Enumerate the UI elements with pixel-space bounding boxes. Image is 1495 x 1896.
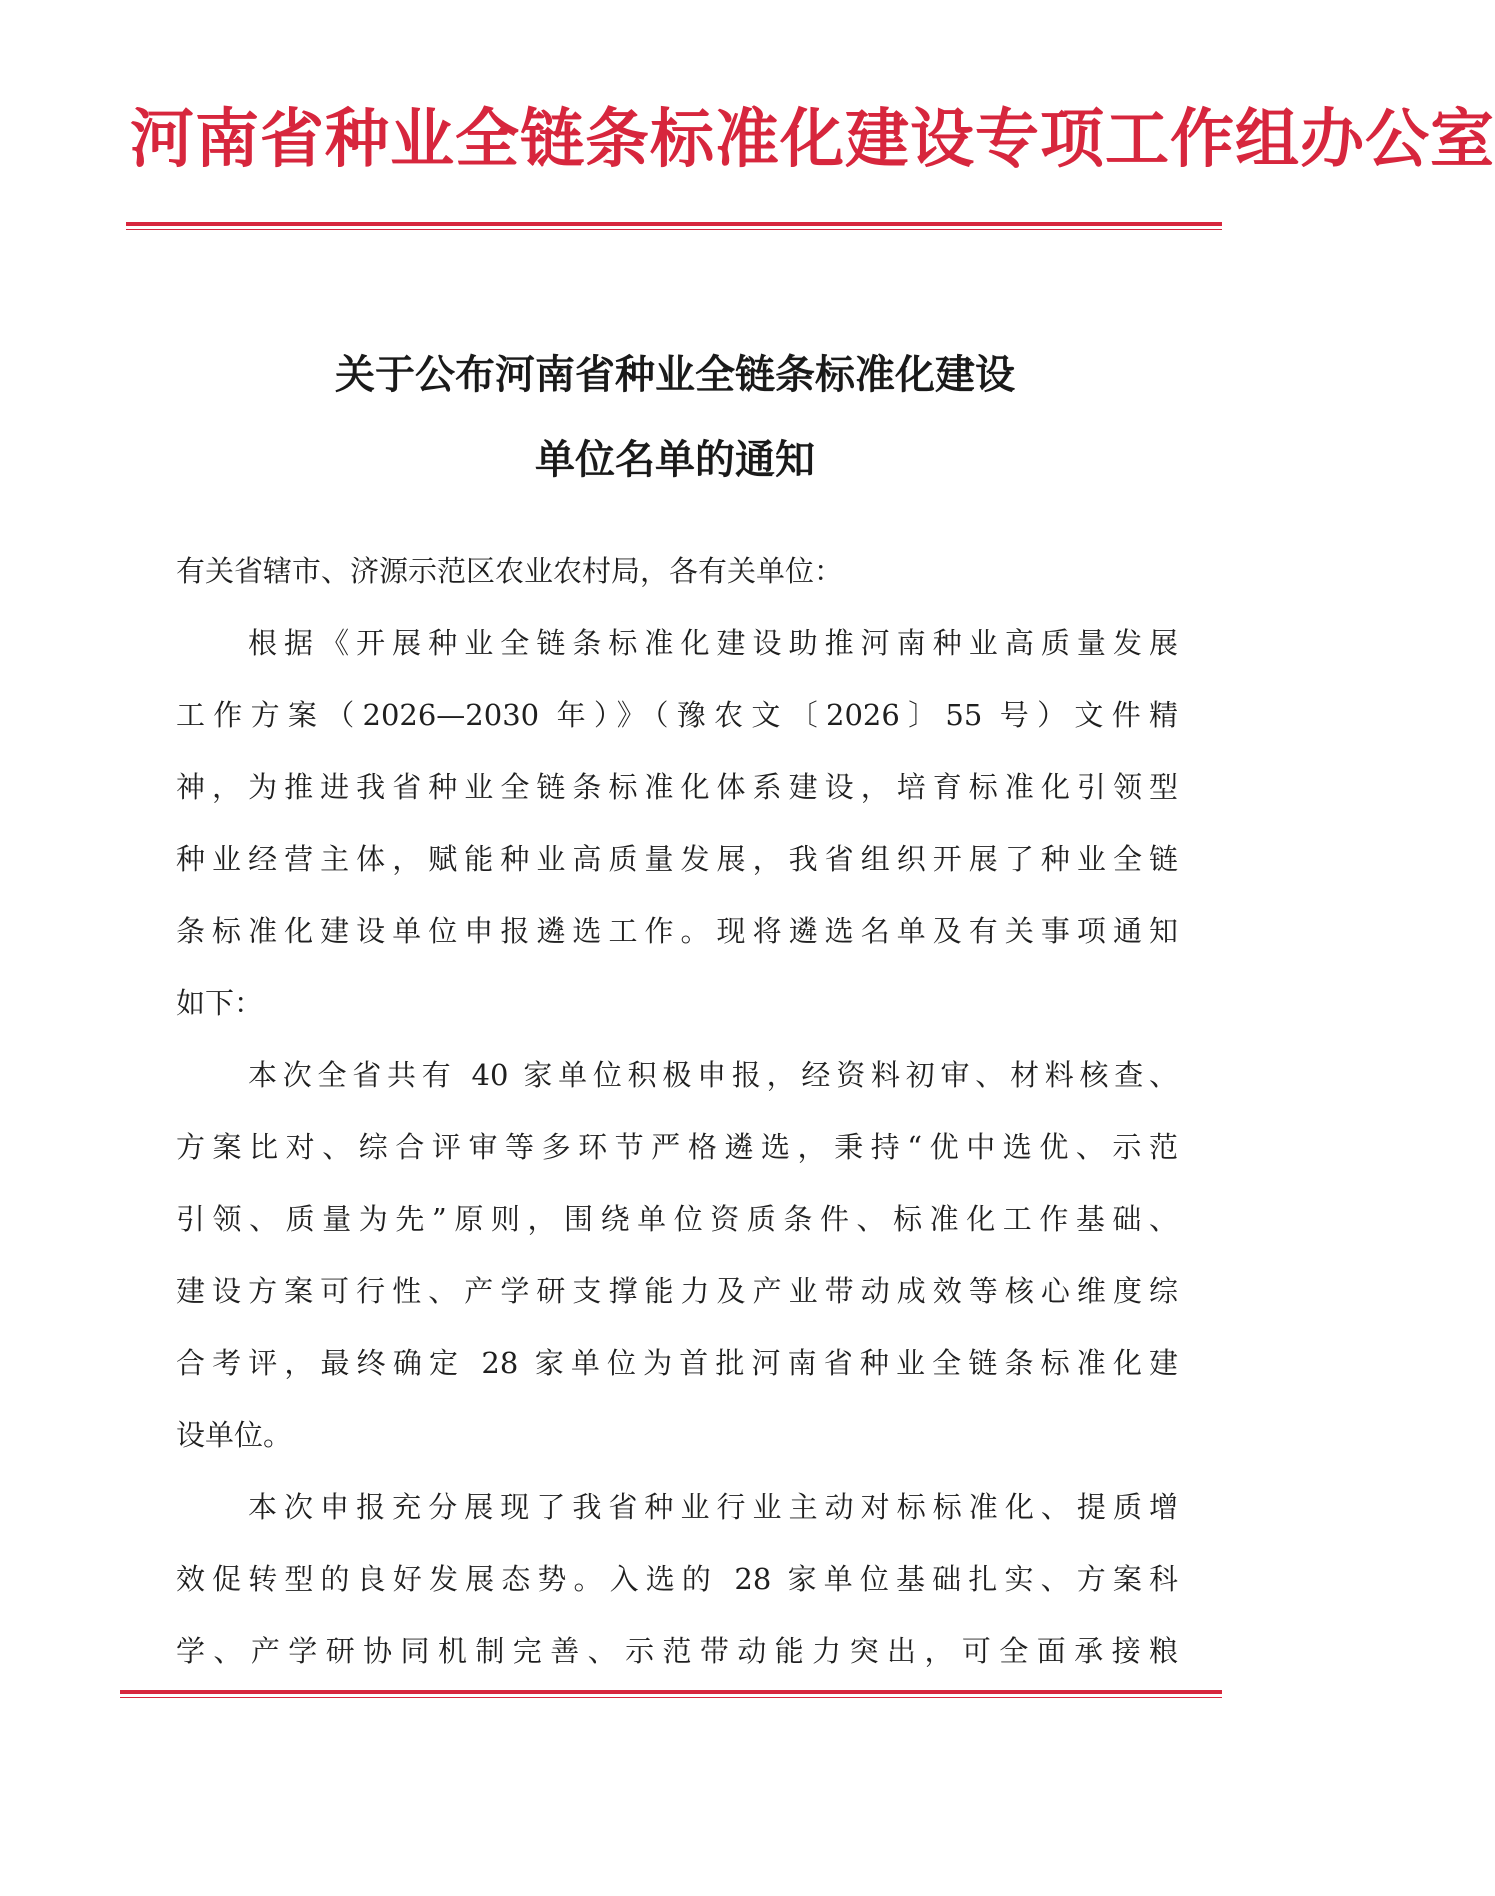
body-line: 种业经营主体，赋能种业高质量发展，我省组织开展了种业全链 (176, 842, 1178, 876)
red-rule-thin (120, 1697, 1222, 1698)
red-rule-thick (126, 222, 1222, 226)
body-line: 条标准化建设单位申报遴选工作。现将遴选名单及有关事项通知 (176, 914, 1178, 948)
document-title-line-1: 关于公布河南省种业全链条标准化建设 (335, 351, 1015, 398)
body-line: 本次申报充分展现了我省种业行业主动对标标准化、提质增 (248, 1490, 1178, 1524)
salutation-line: 有关省辖市、济源示范区农业农村局，各有关单位： (176, 554, 844, 588)
body-line: 根据《开展种业全链条标准化建设助推河南种业高质量发展 (248, 626, 1178, 660)
body-line: 合考评，最终确定 28 家单位为首批河南省种业全链条标准化建 (176, 1346, 1178, 1380)
body-line: 建设方案可行性、产学研支撑能力及产业带动成效等核心维度综 (176, 1274, 1178, 1308)
footer-red-rule (120, 1690, 1222, 1698)
body-line: 引领、质量为先”原则，围绕单位资质条件、标准化工作基础、 (176, 1202, 1178, 1236)
body-line: 本次全省共有 40 家单位积极申报，经资料初审、材料核查、 (248, 1058, 1178, 1092)
document-body (176, 535, 1178, 1687)
body-line: 如下： (176, 986, 264, 1020)
body-line: 设单位。 (176, 1418, 293, 1452)
letterhead-org-name: 河南省种业全链条标准化建设专项工作组办公室 (130, 102, 1495, 177)
document-title-line-2: 单位名单的通知 (535, 436, 815, 483)
body-line: 工作方案（2026—2030 年）》（豫农文〔2026〕55 号）文件精 (176, 698, 1178, 732)
red-rule-thick (120, 1690, 1222, 1694)
body-line: 学、产学研协同机制完善、示范带动能力突出，可全面承接粮 (176, 1634, 1178, 1668)
body-line: 方案比对、综合评审等多环节严格遴选，秉持“优中选优、示范 (176, 1130, 1178, 1164)
letterhead-red-rule (126, 222, 1222, 230)
body-line: 效促转型的良好发展态势。入选的 28 家单位基础扎实、方案科 (176, 1562, 1178, 1596)
body-line: 神，为推进我省种业全链条标准化体系建设，培育标准化引领型 (176, 770, 1178, 804)
red-rule-thin (126, 229, 1222, 230)
